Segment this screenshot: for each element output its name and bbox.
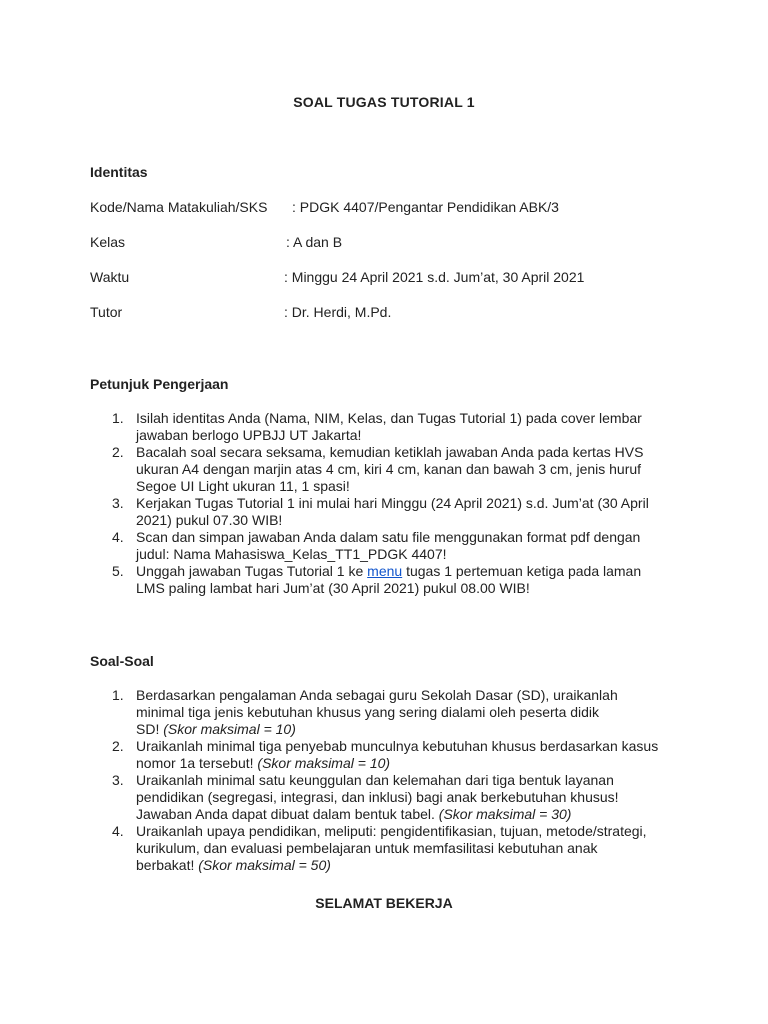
identitas-heading: Identitas: [90, 164, 148, 180]
list-text: kurikulum, dan evaluasi pembelajaran untuk memfasilitasi kebutuhan anak: [136, 840, 598, 856]
list-item: [90, 687, 680, 738]
soal-heading: Soal-Soal: [90, 653, 154, 669]
list-item: [90, 444, 680, 495]
list-item: [90, 495, 680, 529]
list-text: LMS paling lambat hari Jum’at (30 April 2021) pukul 08.00 WIB!: [136, 580, 530, 596]
score-text: (Skor maksimal = 10): [257, 755, 391, 771]
identitas-row-tutor: [90, 304, 710, 322]
score-text: (Skor maksimal = 10): [163, 721, 296, 737]
list-text: Segoe UI Light ukuran 11, 1 spasi!: [136, 478, 350, 494]
closing-text: SELAMAT BEKERJA: [315, 895, 453, 911]
list-number: 5.: [112, 563, 124, 579]
list-item: [90, 410, 680, 444]
page-title: SOAL TUGAS TUTORIAL 1: [293, 94, 475, 110]
list-text: nomor 1a tersebut!: [136, 755, 258, 771]
list-text: Uraikanlah upaya pendidikan, meliputi: pengidentifikasian, tujuan, metode/strategi,: [136, 823, 647, 839]
score-text: (Skor maksimal = 50): [198, 857, 331, 873]
petunjuk-list: [90, 410, 680, 597]
list-text: Isilah identitas Anda (Nama, NIM, Kelas, dan Tugas Tutorial 1) pada cover lembar: [136, 410, 642, 426]
list-text: Bacalah soal secara seksama, kemudian ketiklah jawaban Anda pada kertas HVS: [136, 444, 644, 460]
list-text: tugas 1 pertemuan ketiga pada laman: [402, 563, 642, 579]
list-number: 4.: [112, 823, 124, 839]
list-text: Uraikanlah minimal satu keunggulan dan kelemahan dari tiga bentuk layanan: [136, 772, 614, 788]
score-text: (Skor maksimal = 30): [438, 806, 572, 822]
identitas-value: : A dan B: [286, 234, 343, 250]
list-text: Jawaban Anda dapat dibuat dalam bentuk tabel.: [136, 806, 439, 822]
list-item: [90, 529, 680, 563]
list-text: minimal tiga jenis kebutuhan khusus yang sering dialami oleh peserta didik: [136, 704, 600, 720]
list-text: berbakat!: [136, 857, 199, 873]
list-text: SD!: [136, 721, 164, 737]
list-text: Uraikanlah minimal tiga penyebab munculnya kebutuhan khusus berdasarkan kasus: [136, 738, 659, 754]
identitas-value: : PDGK 4407/Pengantar Pendidikan ABK/3: [292, 199, 559, 215]
list-number: 3.: [112, 772, 124, 788]
identitas-label: Tutor: [90, 304, 123, 320]
list-number: 1.: [112, 410, 124, 426]
identitas-row-kelas: [90, 234, 710, 252]
identitas-value: : Minggu 24 April 2021 s.d. Jum’at, 30 April 2021: [284, 269, 585, 285]
list-text: 2021) pukul 07.30 WIB!: [136, 512, 283, 528]
identitas-row-kode: [90, 199, 710, 217]
identitas-value: : Dr. Herdi, M.Pd.: [284, 304, 392, 320]
list-item: [90, 563, 680, 597]
list-text: Scan dan simpan jawaban Anda dalam satu file menggunakan format pdf dengan: [136, 529, 641, 545]
soal-list: [90, 687, 680, 874]
identitas-label: Waktu: [90, 269, 130, 285]
list-number: 4.: [112, 529, 124, 545]
list-text: Unggah jawaban Tugas Tutorial 1 ke: [136, 563, 368, 579]
list-text: ukuran A4 dengan marjin atas 4 cm, kiri 4 cm, kanan dan bawah 3 cm, jenis huruf: [136, 461, 642, 477]
petunjuk-heading: Petunjuk Pengerjaan: [90, 376, 229, 392]
list-number: 2.: [112, 738, 124, 754]
list-number: 2.: [112, 444, 124, 460]
list-number: 1.: [112, 687, 124, 703]
list-item: [90, 772, 680, 823]
list-item: [90, 823, 680, 874]
list-text: Berdasarkan pengalaman Anda sebagai guru Sekolah Dasar (SD), uraikanlah: [136, 687, 618, 703]
list-text: Kerjakan Tugas Tutorial 1 ini mulai hari Minggu (24 April 2021) s.d. Jum’at (30 April: [136, 495, 649, 511]
identitas-label: Kode/Nama Matakuliah/SKS: [90, 199, 268, 215]
identitas-row-waktu: [90, 269, 710, 287]
identitas-label: Kelas: [90, 234, 126, 250]
list-item: [90, 738, 680, 772]
list-text: pendidikan (segregasi, integrasi, dan inklusi) bagi anak berkebutuhan khusus!: [136, 789, 619, 805]
list-number: 3.: [112, 495, 124, 511]
menu-link[interactable]: menu: [367, 563, 403, 579]
list-text: judul: Nama Mahasiswa_Kelas_TT1_PDGK 4407!: [136, 546, 447, 562]
list-text: jawaban berlogo UPBJJ UT Jakarta!: [136, 427, 362, 443]
